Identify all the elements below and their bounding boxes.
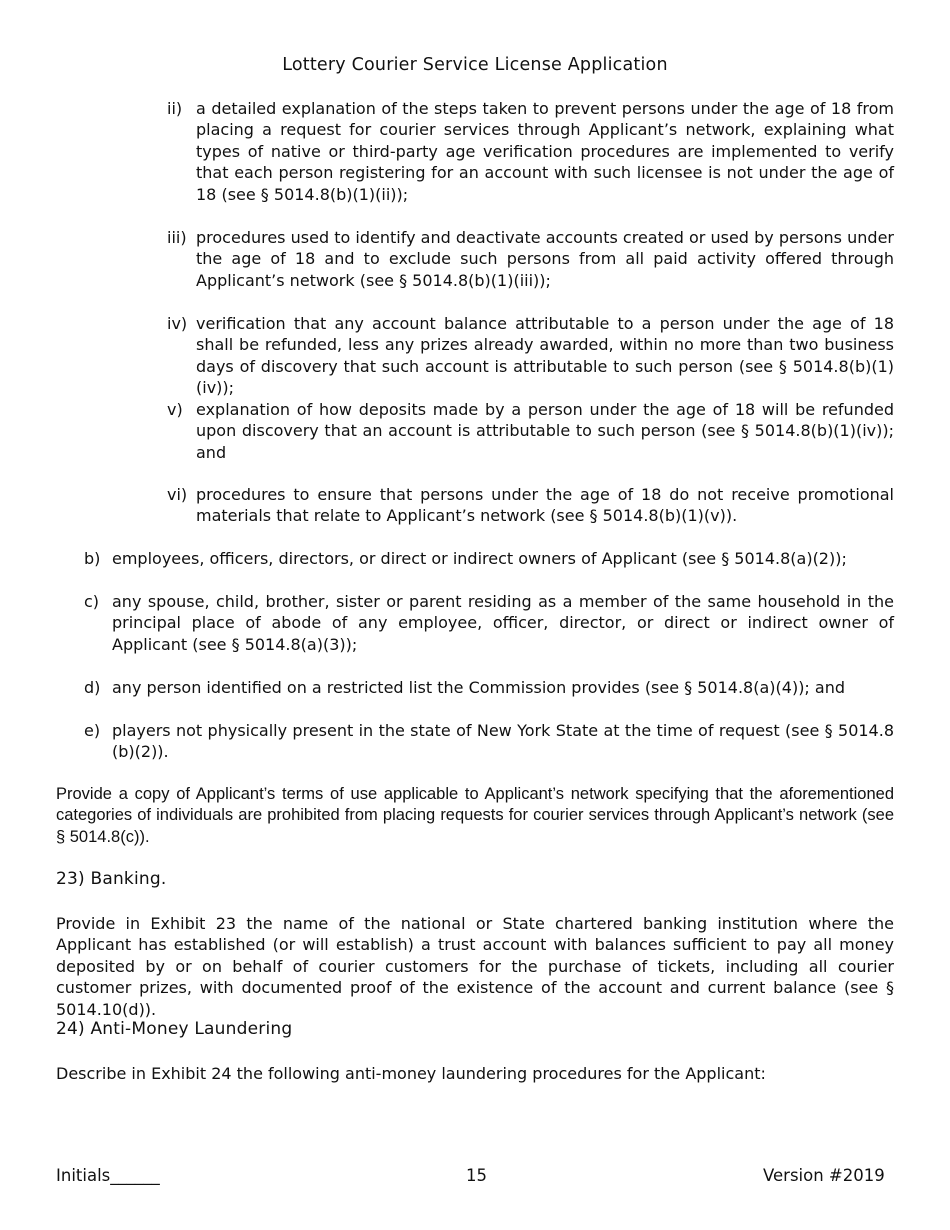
list-item-text: verification that any account balance attributable to a person under the age of 18 shall be refunded, less any prizes already awarded, within no more than two business days of discovery that such account is attributable to such person (see § 5014.8(b)(1)(iv)); (196, 314, 894, 398)
list-item (84, 720, 894, 763)
list-marker: e) (84, 721, 101, 740)
list-item-text: employees, officers, directors, or direct or indirect owners of Applicant (see § 5014.8(a)(2)); (112, 549, 847, 568)
section-24-body: Describe in Exhibit 24 the following anti-money laundering procedures for the Applicant: (56, 1064, 766, 1083)
section-23-heading: 23) Banking. (56, 869, 167, 889)
list-item (167, 227, 894, 291)
page-title: Lottery Courier Service License Application (282, 55, 668, 75)
list-marker: ii) (167, 99, 183, 118)
list-marker: vi) (167, 485, 188, 504)
list-item (167, 313, 894, 399)
list-marker: d) (84, 678, 101, 697)
list-item-text: a detailed explanation of the steps taken to prevent persons under the age of 18 from placing a request for courier services through Applicant’s network, explaining what types of native or third-party age verification procedures are implemented to verify that each person registering for an account with such licensee is not under the age of 18 (see § 5014.8(b)(1)(ii)); (196, 99, 894, 204)
list-item-text: any spouse, child, brother, sister or parent residing as a member of the same household in the principal place of abode of any employee, officer, director, or direct or indirect owner of Applicant (see § 5014.8(a)(3)); (112, 592, 894, 654)
list-marker: iv) (167, 314, 188, 333)
list-marker: c) (84, 592, 100, 611)
list-item (167, 98, 894, 205)
footer-initials: Initials______ (56, 1166, 160, 1185)
list-item (167, 484, 894, 527)
footer-page-number: 15 (466, 1166, 487, 1185)
footer-version: Version #2019 (763, 1166, 885, 1185)
list-item (84, 548, 894, 569)
list-marker: iii) (167, 228, 187, 247)
list-marker: v) (167, 400, 183, 419)
list-item-text: players not physically present in the state of New York State at the time of request (see § 5014.8 (b)(2)). (112, 721, 894, 762)
list-item-text: procedures to ensure that persons under the age of 18 do not receive promotional materials that relate to Applicant’s network (see § 5014.8(b)(1)(v)). (196, 485, 894, 526)
list-item (84, 591, 894, 655)
section-24-heading: 24) Anti-Money Laundering (56, 1019, 293, 1039)
list-item-text: procedures used to identify and deactivate accounts created or used by persons under the age of 18 and to exclude such persons from all paid activity offered through Applicant’s network (see § 5014.8(b)(1)(iii)); (196, 228, 894, 290)
list-item-text: explanation of how deposits made by a person under the age of 18 will be refunded upon discovery that an account is attributable to such person (see § 5014.8(b)(1)(iv)); and (196, 400, 894, 462)
list-item (167, 399, 894, 463)
terms-paragraph: Provide a copy of Applicant’s terms of use applicable to Applicant’s network specifying that the aforementioned categories of individuals are prohibited from placing requests for courier services through Applicant’s network (see § 5014.8(c)). (56, 785, 894, 846)
section-23-body: Provide in Exhibit 23 the name of the national or State chartered banking institution where the Applicant has established (or will establish) a trust account with balances sufficient to pay all money deposited by or on behalf of courier customers for the purchase of tickets, including all courier customer prizes, with documented proof of the existence of the account and current balance (see § 5014.10(d)). (56, 914, 894, 1019)
list-item (84, 677, 894, 698)
list-item-text: any person identified on a restricted list the Commission provides (see § 5014.8(a)(4)); and (112, 678, 846, 697)
list-marker: b) (84, 549, 101, 568)
